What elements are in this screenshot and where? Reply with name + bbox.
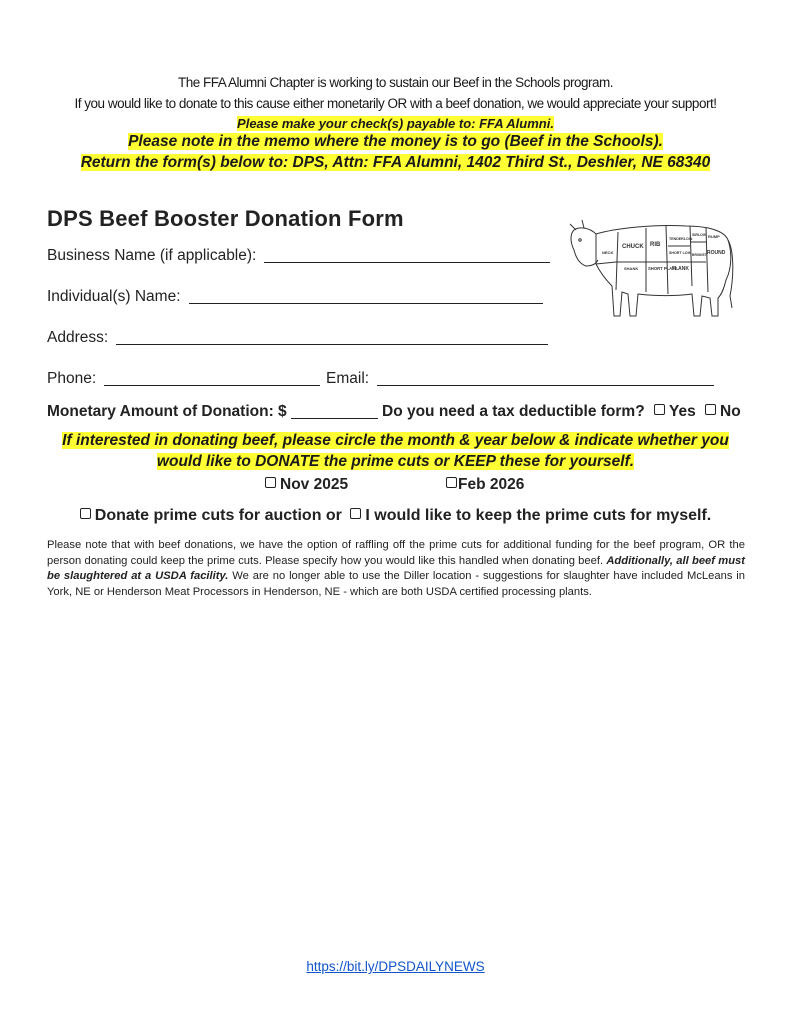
cow-label-short-plate: SHORT PLATE	[648, 266, 678, 271]
payable-line	[0, 115, 791, 133]
cow-label-rib: RIB	[650, 242, 661, 248]
cow-label-short-loin: SHORT LOIN	[669, 251, 692, 255]
form-title: DPS Beef Booster Donation Form	[47, 206, 404, 231]
beef-cuts-cow-image	[566, 216, 736, 322]
address-label: Address:	[47, 329, 109, 346]
cow-label-flank: FLANK	[672, 266, 689, 272]
beef-instruction-line-2	[0, 453, 791, 471]
cow-label-brisket: BRISKET	[692, 253, 707, 257]
month-option-feb-2026[interactable]	[446, 476, 524, 494]
individual-name-field[interactable]	[189, 303, 543, 304]
cow-label-sirloin: SIRLOIN	[692, 233, 707, 237]
address-field[interactable]	[116, 344, 548, 345]
cow-label-shank: SHANK	[624, 266, 639, 271]
beef-donation-note	[47, 538, 745, 600]
tax-no-checkbox[interactable]	[705, 404, 716, 415]
donate-prime-cuts-label: Donate prime cuts for auction or	[94, 507, 342, 524]
intro-line-1: The FFA Alumni Chapter is working to sustain our Beef in the Schools program.	[178, 75, 613, 90]
prime-cuts-options	[0, 507, 791, 525]
memo-line	[0, 133, 791, 151]
tax-form-question	[382, 403, 741, 421]
individual-name-label: Individual(s) Name:	[47, 288, 181, 305]
payable-text: Please make your check(s) payable to: FFA Alumni.	[237, 116, 554, 131]
cow-label-rump: RUMP	[708, 234, 720, 239]
note-usda-requirement: Additionally, all beef must be slaughtered at a USDA facility.	[47, 554, 745, 582]
memo-text: Please note in the memo where the money is to go (Beef in the Schools).	[128, 133, 663, 150]
month-nov-checkbox[interactable]	[265, 477, 276, 488]
intro-line-2: If you would like to donate to this cause either monetarily OR with a beef donation, we would appreciate your support!	[74, 96, 717, 111]
dps-daily-news-link[interactable]: https://bit.ly/DPSDAILYNEWS	[306, 959, 485, 974]
return-line	[0, 154, 791, 172]
business-name-label: Business Name (if applicable):	[47, 247, 257, 264]
tax-form-question-text: Do you need a tax deductible form?	[382, 403, 645, 420]
monetary-amount-field[interactable]	[291, 418, 378, 419]
return-address-text: Return the form(s) below to: DPS, Attn: FFA Alumni, 1402 Third St., Deshler, NE 68340	[80, 154, 711, 171]
donate-prime-cuts-checkbox[interactable]	[80, 508, 91, 519]
month-option-nov-2025[interactable]	[265, 476, 348, 494]
business-name-field[interactable]	[264, 262, 550, 263]
beef-instruction-text-1: If interested in donating beef, please circle the month & year below & indicate whether you	[62, 432, 729, 449]
month-nov-label: Nov 2025	[280, 476, 349, 493]
email-label: Email:	[326, 370, 370, 387]
cow-label-chuck: CHUCK	[622, 244, 644, 250]
month-feb-checkbox[interactable]	[446, 477, 457, 488]
month-feb-label: Feb 2026	[458, 476, 525, 493]
footer	[0, 958, 791, 976]
cow-label-tenderloin: TENDERLOIN	[669, 237, 693, 241]
beef-instruction-text-2: would like to DONATE the prime cuts or KEEP these for yourself.	[156, 453, 635, 470]
monetary-amount-label: Monetary Amount of Donation: $	[47, 403, 287, 420]
keep-prime-cuts-label: I would like to keep the prime cuts for myself.	[365, 507, 712, 524]
beef-instruction-line-1	[0, 432, 791, 450]
tax-yes-label: Yes	[669, 403, 696, 420]
phone-field[interactable]	[104, 385, 320, 386]
email-field[interactable]	[377, 385, 714, 386]
tax-no-label: No	[720, 403, 741, 420]
note-part-3: We are no longer able to use the Diller location - suggestions for slaughter have included McLeans in York, NE or Henderson Meat Processors in Henderson, NE - which are both USDA certified processing plants.	[47, 570, 745, 598]
cow-label-round: ROUND	[707, 250, 726, 256]
tax-yes-checkbox[interactable]	[654, 404, 665, 415]
note-part-1: Please note that with beef donations, we have the option of raffling off the prime cuts for additional funding for the beef program, OR the person donating could keep the prime cuts. Please specify how you would like this handled when donating beef.	[47, 539, 745, 567]
phone-label: Phone:	[47, 370, 97, 387]
keep-prime-cuts-checkbox[interactable]	[350, 508, 361, 519]
cow-label-neck: NECK	[602, 250, 614, 255]
